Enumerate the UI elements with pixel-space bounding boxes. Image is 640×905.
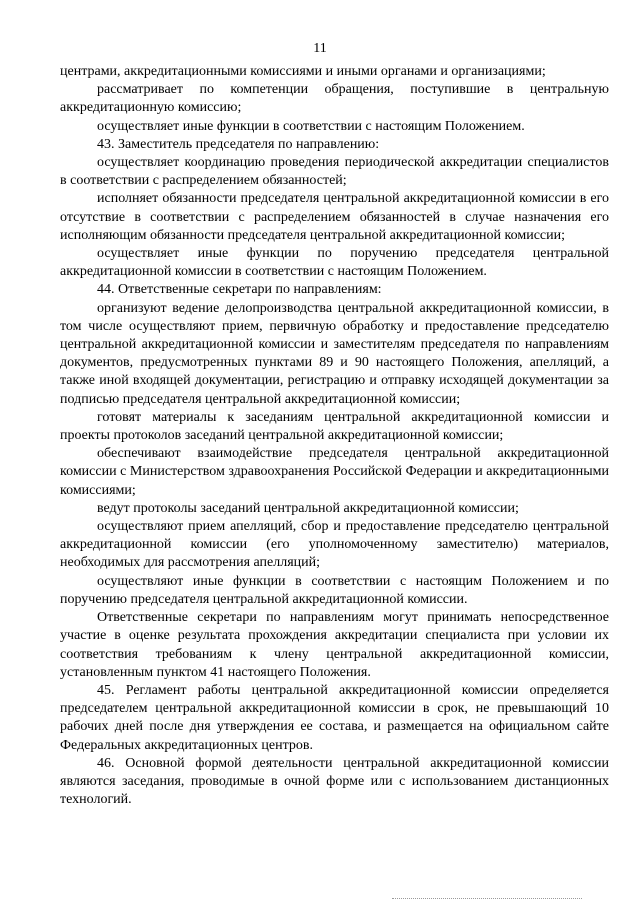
paragraph-11: обеспечивают взаимодействие председателя центральной аккредитационной комиссии с Министерством здравоохранения Российской Федерации и аккредитационными комиссиями; xyxy=(60,446,609,498)
scan-edge-mark xyxy=(392,898,582,899)
section-43-heading: 43. Заместитель председателя по направлению: xyxy=(97,136,380,152)
paragraph-10: готовят материалы к заседаниям центральной аккредитационной комиссии и проекты протоколов заседаний центральной аккредитационной комиссии; xyxy=(60,409,609,444)
paragraph-14: осуществляют иные функции в соответствии с настоящим Положением и по поручению председателя центральной аккредитационной комиссии. xyxy=(60,573,609,607)
section-46-paragraph: 46. Основной формой деятельности центральной аккредитационной комиссии являются заседания, проводимые в очной форме или с использованием дистанционных технологий. xyxy=(60,755,609,808)
paragraph-7: осуществляет иные функции по поручению председателя центральной аккредитационной комиссии в соответствии с настоящим Положением. xyxy=(60,246,609,280)
document-body xyxy=(60,63,609,809)
paragraph-6: исполняет обязанности председателя центральной аккредитационной комиссии в его отсутствие в соответствии с распределением обязанностей в случае назначения его исполняющим обязанности председателя центральной аккредитационной комиссии; xyxy=(60,191,609,243)
page-number: 11 xyxy=(313,41,327,56)
paragraph-5: осуществляет координацию проведения периодической аккредитации специалистов в соответствии с распределением обязанностей; xyxy=(60,155,609,189)
paragraph-2: рассматривает по компетенции обращения, поступившие в центральную аккредитационную комиссию; xyxy=(60,82,609,116)
paragraph-12: ведут протоколы заседаний центральной аккредитационной комиссии; xyxy=(97,500,519,516)
paragraph-13: осуществляют прием апелляций, сбор и предоставление председателю центральной аккредитационной комиссии (его уполномоченному заместителю) материалов, необходимых для рассмотрения апелляций; xyxy=(60,519,609,571)
section-44-heading: 44. Ответственные секретари по направлениям: xyxy=(97,282,382,298)
section-45-paragraph: 45. Регламент работы центральной аккредитационной комиссии определяется председателем центральной аккредитационной комиссии в срок, не превышающий 10 рабочих дней после дня утверждения ее состава, и размещается на официальном сайте Федеральных аккредитационных центров. xyxy=(60,682,609,753)
paragraph-15: Ответственные секретари по направлениям могут принимать непосредственное участие в оценке результата прохождения аккредитации специалиста при условии их соответствия требованиям к члену центральной аккредитационной комиссии, установленным пунктом 41 настоящего Положения. xyxy=(60,610,609,680)
paragraph-3: осуществляет иные функции в соответствии с настоящим Положением. xyxy=(97,118,525,134)
paragraph-1: центрами, аккредитационными комиссиями и иными органами и организациями; xyxy=(60,64,546,79)
paragraph-9: организуют ведение делопроизводства центральной аккредитационной комиссии, в том числе осуществляют прием, первичную обработку и предоставление председателю центральной аккредитационной комиссии и заместителям председателя по направлениям документов, предусмотренных пунктами 89 и 90 настоящего Положения, апелляций, а также иной входящей документации, регистрацию и отправку исходящей документации за подписью председателя центральной аккредитационной комиссии; xyxy=(60,300,609,407)
